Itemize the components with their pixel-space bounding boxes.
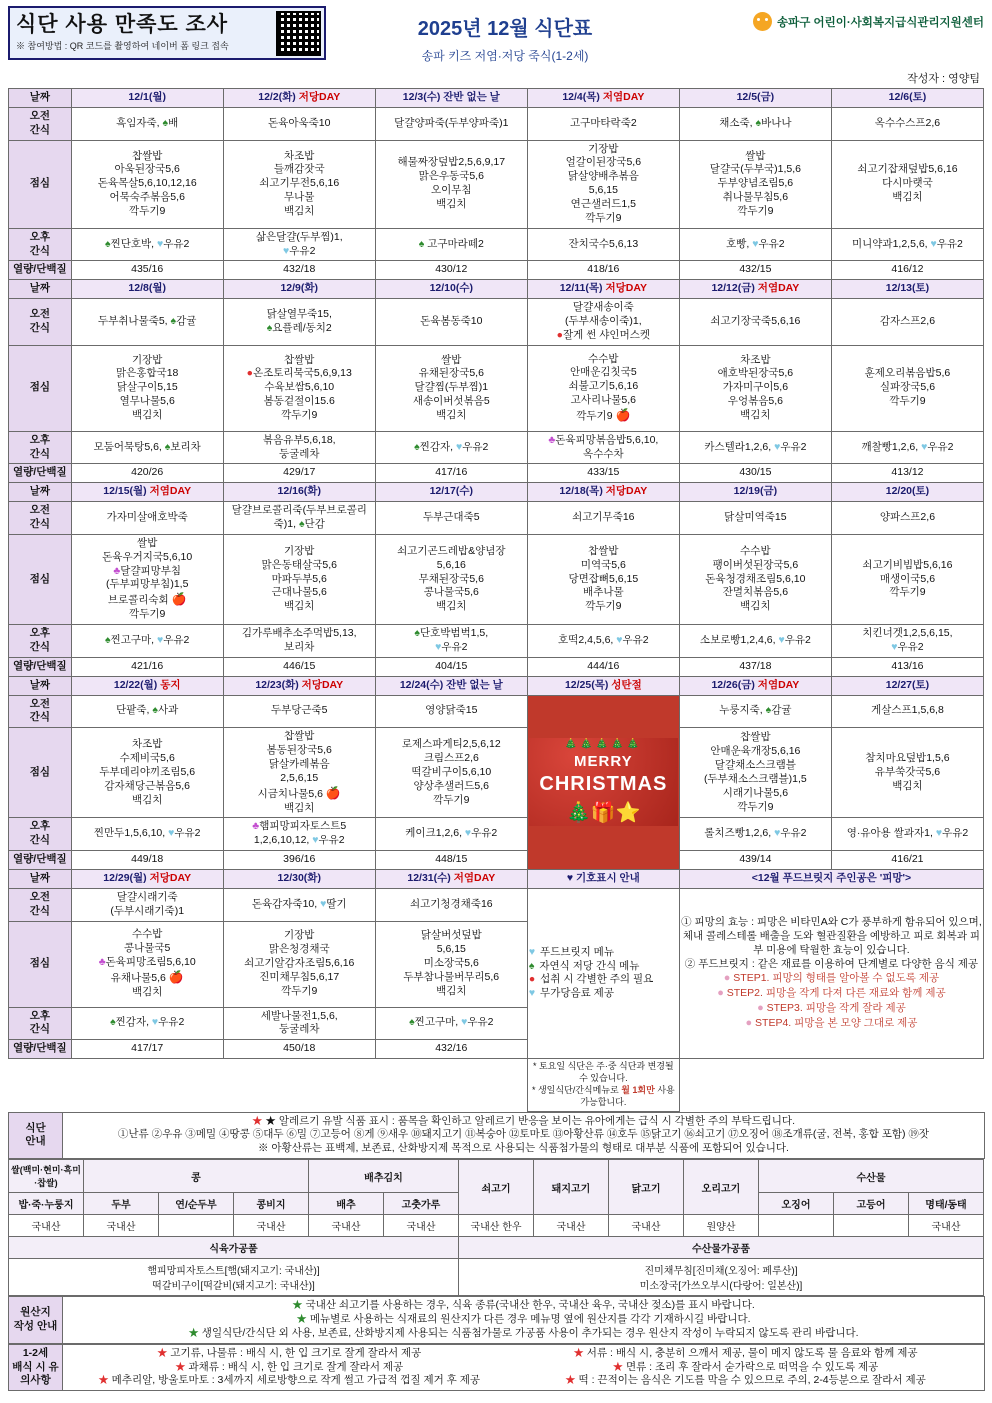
row-label-kcal: 열량/단백질	[9, 261, 72, 280]
origin-val-mackerel	[834, 1215, 909, 1237]
date-header-cell: 12/17(수)	[375, 483, 527, 502]
row-label-date: 날짜	[9, 483, 72, 502]
origin-notice-table	[8, 1296, 985, 1344]
leaf-icon: ♠	[528, 959, 535, 972]
origin-sub-tofu: 두부	[84, 1193, 159, 1215]
kcal-cell: 449/18	[71, 851, 223, 870]
date-header-cell: 12/31(수) 저염DAY	[375, 869, 527, 888]
serving-tips-body	[63, 1344, 985, 1391]
date-header-cell: 12/26(금) 저염DAY	[679, 676, 831, 695]
kcal-row	[9, 261, 984, 280]
lunch-cell: 로제스파게티2,5,6,12 크림스프2,6 떡갈비구이5,6,10 양상추샐러드5,6 깍두기9	[375, 728, 527, 818]
lunch-cell: 닭살버섯덮밥 5,6,15 미소장국5,6 두부참나물버무리5,6 백김치	[375, 921, 527, 1007]
morning-snack-cell: 쇠고기장국죽5,6,16	[679, 299, 831, 346]
legend-item-label: 자연식 저당 간식 메뉴	[539, 959, 640, 972]
page-subtitle: 송파 키즈 저염·저당 죽식(1-2세)	[421, 49, 589, 63]
origin-val-tofu: 국내산	[84, 1215, 159, 1237]
date-row	[9, 483, 984, 502]
afternoon-snack-row	[9, 625, 984, 658]
lunch-cell: 찹쌀밥 미역국5,6 당면잡뼈5,6,15 배추나물 깍두기9	[527, 534, 679, 624]
kcal-cell: 404/15	[375, 657, 527, 676]
morning-snack-cell: 흑임자죽, ♠배	[71, 107, 223, 140]
foodbridge-paragraph: ② 푸드브릿지 : 같은 재료를 이용하여 단계별로 다양한 음식 제공	[684, 957, 979, 970]
row-label-morning-snack: 오전 간식	[9, 502, 72, 535]
date-header-cell: 12/6(토)	[831, 89, 983, 108]
lunch-cell: 훈제오리볶음밥5,6 실파장국5,6 깍두기9	[831, 345, 983, 431]
lunch-cell: 기장밥 맑은동태살국5,6 마파두부5,6 근대나물5,6 백김치	[223, 534, 375, 624]
serving-tip-line: ★ 과채류 : 배식 시, 한 입 크기로 잘게 잘라서 제공	[175, 1360, 404, 1373]
date-header-cell: 12/18(목) 저당DAY	[527, 483, 679, 502]
morning-snack-cell: 쇠고기무죽16	[527, 502, 679, 535]
row-label-date: 날짜	[9, 89, 72, 108]
date-header-cell: 12/3(수) 잔반 없는 날	[375, 89, 527, 108]
afternoon-snack-cell: ♠찐고구마, ♥우유2	[375, 1007, 527, 1040]
kcal-cell: 430/12	[375, 261, 527, 280]
heart-icon: ♥	[528, 987, 536, 1000]
date-header-cell: 12/9(화)	[223, 280, 375, 299]
row-label-afternoon-snack: 오후 간식	[9, 625, 72, 658]
lunch-cell: 찹쌀밥 아욱된장국5,6 돈육목살5,6,10,12,16 어묵숙주볶음5,6 깍두기9	[71, 140, 223, 228]
lunch-cell: 해물짜장덮밥2,5,6,9,17 맑은우동국5,6 오이무침 백김치	[375, 140, 527, 228]
lunch-row	[9, 140, 984, 228]
row-label-date: 날짜	[9, 280, 72, 299]
row-label-kcal: 열량/단백질	[9, 464, 72, 483]
organization-name: 송파구 어린이·사회복지급식관리지원센터	[777, 16, 984, 29]
lunch-cell: 쌀밥 유채된장국5,6 달걀찜(두부찜)1 새송이버섯볶음5 백김치	[375, 345, 527, 431]
origin-sub-cabbage: 배추	[309, 1193, 384, 1215]
afternoon-snack-cell: 깨찰빵1,2,6, ♥우유2	[831, 431, 983, 464]
origin-head-chicken: 닭고기	[609, 1160, 684, 1215]
origin-val-rice: 국내산	[9, 1215, 84, 1237]
morning-snack-row	[9, 107, 984, 140]
legend-item-label: 푸드브릿지 메뉴	[540, 945, 614, 958]
date-row	[9, 280, 984, 299]
morning-snack-cell: 달걀시래기죽 (두부시래기죽)1	[71, 888, 223, 921]
morning-snack-cell: 두부당근죽5	[223, 695, 375, 728]
survey-banner[interactable]	[8, 6, 326, 60]
afternoon-snack-cell: ♠찐감자, ♥우유2	[375, 431, 527, 464]
legend-item-label: 섭취 시 각별한 주의 필요	[540, 973, 654, 986]
morning-snack-cell: 달걀양파죽(두부양파죽)1	[375, 107, 527, 140]
afternoon-snack-row	[9, 228, 984, 261]
smiley-icon	[753, 12, 772, 31]
row-label-date: 날짜	[9, 869, 72, 888]
allergy-label: 식단 안내	[9, 1112, 63, 1159]
origin-notice-body	[63, 1297, 985, 1344]
kcal-row	[9, 464, 984, 483]
date-header-cell: 12/23(화) 저당DAY	[223, 676, 375, 695]
morning-snack-cell: 두부근대죽5	[375, 502, 527, 535]
kcal-cell: 439/14	[679, 851, 831, 870]
afternoon-snack-cell: 볶음유부5,6,18, 둥굴레차	[223, 431, 375, 464]
date-header-cell: 12/25(목) 성탄절	[527, 676, 679, 695]
origin-sub-kongbiji: 콩비지	[234, 1193, 309, 1215]
afternoon-snack-cell: 잔치국수5,6,13	[527, 228, 679, 261]
serving-tip-line: ★ 고기류, 나물류 : 배식 시, 한 입 크기로 잘게 잘라서 제공	[156, 1346, 422, 1359]
processed-head-meat: 식육가공품	[9, 1237, 459, 1259]
date-header-cell: 12/1(월)	[71, 89, 223, 108]
afternoon-snack-cell: 찐만두1,5,6,10, ♥우유2	[71, 818, 223, 851]
afternoon-snack-cell: 모둠어묵탕5,6, ♠보리차	[71, 431, 223, 464]
morning-snack-cell: 옥수수스프2,6	[831, 107, 983, 140]
afternoon-snack-cell: 카스텔라1,2,6, ♥우유2	[679, 431, 831, 464]
row-label-morning-snack: 오전 간식	[9, 888, 72, 921]
menu-table	[8, 88, 984, 1112]
kcal-cell: 396/16	[223, 851, 375, 870]
origin-val-pork: 국내산	[534, 1215, 609, 1237]
origin-notice-label: 원산지 작성 안내	[9, 1297, 63, 1344]
date-header-cell: 12/27(토)	[831, 676, 983, 695]
page-title: 2025년 12월 식단표	[417, 18, 593, 40]
date-header-cell: 12/20(토)	[831, 483, 983, 502]
date-header-cell: 12/24(수) 잔반 없는 날	[375, 676, 527, 695]
origin-head-duck: 오리고기	[684, 1160, 759, 1215]
kcal-cell: 413/16	[831, 657, 983, 676]
morning-snack-cell: 양파스프2,6	[831, 502, 983, 535]
origin-val-beef: 국내산 한우	[459, 1215, 534, 1237]
origin-sub-pollock: 명태/동태	[909, 1193, 984, 1215]
origin-sub-mackerel: 고등어	[834, 1193, 909, 1215]
serving-tip-line: ★ 면류 : 조리 후 잘라서 숟가락으로 떠먹을 수 있도록 제공	[612, 1360, 879, 1373]
lunch-cell: 찹쌀밥 안매운육개장5,6,16 달걀채소스크램블 (두부채소스크램블)1,5 시래기나물5,6 깍두기9	[679, 728, 831, 818]
legend-item	[529, 973, 678, 987]
qr-code-icon[interactable]	[276, 11, 321, 56]
afternoon-snack-cell: ♠찐단호박, ♥우유2	[71, 228, 223, 261]
survey-title: 식단 사용 만족도 조사	[16, 12, 229, 36]
origin-val-chicken: 국내산	[609, 1215, 684, 1237]
row-label-lunch: 점심	[9, 728, 72, 818]
processed-header-row	[9, 1237, 984, 1259]
date-header-cell: 12/2(화) 저당DAY	[223, 89, 375, 108]
document-header	[8, 6, 984, 68]
row-label-kcal: 열량/단백질	[9, 1040, 72, 1059]
origin-head-kimchi: 배추김치	[309, 1160, 459, 1193]
origin-value-row	[9, 1215, 984, 1237]
origin-head-pork: 돼지고기	[534, 1160, 609, 1215]
origin-val-softtofu	[159, 1215, 234, 1237]
afternoon-snack-cell: 미니약과1,2,5,6, ♥우유2	[831, 228, 983, 261]
processed-body-seafood: 진미채무침[진미채(오징어: 페루산)] 미소장국[가쓰오부시(다랑어: 일본산)]	[459, 1259, 984, 1296]
lunch-cell: 쇠고기잡채덮밥5,6,16 다시마랫국 백김치	[831, 140, 983, 228]
kcal-cell: 420/26	[71, 464, 223, 483]
origin-notice-line: ★ 국내산 쇠고기를 사용하는 경우, 식육 종류(국내산 한우, 국내산 육우, 국내산 젖소)를 표시 바랍니다.	[292, 1299, 755, 1312]
legend-item-label: 무가당음료 제공	[540, 987, 614, 1000]
morning-snack-cell: 돈육감자죽10, ♥딸기	[223, 888, 375, 921]
legend-item	[529, 987, 678, 1001]
date-header-cell: 12/12(금) 저염DAY	[679, 280, 831, 299]
origin-header-row	[9, 1160, 984, 1193]
lunch-cell: 수수밥 콩나물국5 ♣돈육피망조림5,6,10 유채나물5,6 🍎 백김치	[71, 921, 223, 1007]
lunch-cell: 수수밥 안매운김칫국5 쇠불고기5,6,16 고사리나물5,6 깍두기9 🍎	[527, 345, 679, 431]
morning-snack-cell: 쇠고기청경채죽16	[375, 888, 527, 921]
origin-head-bean: 콩	[84, 1160, 309, 1193]
allergy-body: ★ ★ 알레르기 유발 식품 표시 : 품목을 확인하고 알레르기 반응을 보이는 유아에게는 급식 시 각별한 주의 부탁드립니다. ①난류 ②우유 ③메밀 ④땅콩 ⑤대두 ⑥밀 ⑦고등어 ⑧게 ⑨새우 ⑩돼지고기 ⑪복숭아 ⑫토마토 ⑬아황산류 ⑭호두 ⑮닭고기 ⑯쇠고기 ⑰오징어 ⑱조개류(굴, 전복, 홍합 포함) ⑲잣 ※ 아황산류는 표백제, 보존료, 산화방지제 목적으로 사용되는 식품첨가물의 형태로 대부분 식품에 포함되어 있습니다.	[63, 1112, 985, 1159]
serving-tip-line: ★ 떡 : 끈적이는 음식은 기도를 막을 수 있으므로 주의, 2-4등분으로 잘라서 제공	[565, 1374, 926, 1387]
processed-body-meat: 햄피망피자토스트[햄(돼지고기: 국내산)] 떡갈비구이[떡갈비(돼지고기: 국내산)]	[9, 1259, 459, 1296]
row-label-afternoon-snack: 오후 간식	[9, 431, 72, 464]
morning-snack-cell: 돈육아욱죽10	[223, 107, 375, 140]
afternoon-snack-row	[9, 818, 984, 851]
morning-snack-cell: 닭살미역죽15	[679, 502, 831, 535]
foodbridge-header-cell: <12월 푸드브릿지 주인공은 '피망'>	[679, 869, 983, 888]
date-row	[9, 869, 984, 888]
date-row	[9, 89, 984, 108]
date-header-cell: 12/30(화)	[223, 869, 375, 888]
row-label-lunch: 점심	[9, 921, 72, 1007]
lunch-cell: 차조밥 애호박된장국5,6 가자미구이5,6 우엉볶음5,6 백김치	[679, 345, 831, 431]
kcal-cell: 432/15	[679, 261, 831, 280]
date-header-cell: 12/10(수)	[375, 280, 527, 299]
afternoon-snack-cell: 세발나물전1,5,6, 둥굴레차	[223, 1007, 375, 1040]
foodbridge-step: ● STEP4. 피망을 본 모양 그대로 제공	[745, 1017, 918, 1030]
kcal-cell: 430/15	[679, 464, 831, 483]
kcal-cell: 416/12	[831, 261, 983, 280]
origin-val-cabbage: 국내산	[309, 1215, 384, 1237]
foodbridge-paragraph: ① 피망의 효능 : 피망은 비타민A와 C가 풍부하게 함유되어 있으며, 체내 콜레스테롤 배출을 도와 혈관질환을 예방하고 피로 회복과 피부 미용에 탁월한 효능이 있습니다.	[681, 916, 982, 956]
afternoon-snack-cell: 호떡2,4,5,6, ♥우유2	[527, 625, 679, 658]
morning-snack-cell: 닭살열무죽15, ♠요플레/동치2	[223, 299, 375, 346]
row-label-lunch: 점심	[9, 345, 72, 431]
allergy-line2: ①난류 ②우유 ③메밀 ④땅콩 ⑤대두 ⑥밀 ⑦고등어 ⑧게 ⑨새우 ⑩돼지고기 ⑪복숭아 ⑫토마토 ⑬아황산류 ⑭호두 ⑮닭고기 ⑯쇠고기 ⑰오징어 ⑱조개류(굴, 전복, 홍합 포함) ⑲잣	[117, 1128, 930, 1141]
afternoon-snack-cell: ♠찐고구마, ♥우유2	[71, 625, 223, 658]
origin-sub-squid: 오징어	[759, 1193, 834, 1215]
kcal-cell: 433/15	[527, 464, 679, 483]
kcal-cell: 437/18	[679, 657, 831, 676]
title-block	[326, 6, 684, 64]
kcal-cell: 418/16	[527, 261, 679, 280]
morning-snack-cell: 고구마타락죽2	[527, 107, 679, 140]
date-header-cell: 12/19(금)	[679, 483, 831, 502]
kcal-row	[9, 851, 984, 870]
lunch-cell: 쇠고기곤드레밥&양념장 5,6,16 무채된장국5,6 콩나물국5,6 백김치	[375, 534, 527, 624]
afternoon-snack-cell: 호빵, ♥우유2	[679, 228, 831, 261]
kcal-cell: 444/16	[527, 657, 679, 676]
afternoon-snack-cell: 치킨너겟1,2,5,6,15, ♥우유2	[831, 625, 983, 658]
row-label-lunch: 점심	[9, 534, 72, 624]
allergy-notice-table	[8, 1112, 985, 1160]
allergy-line3: ※ 아황산류는 표백제, 보존료, 산화방지제 목적으로 사용되는 식품첨가물의 형태로 대부분 식품에 포함되어 있습니다.	[258, 1142, 789, 1155]
morning-snack-cell: 달걀브로콜리죽(두부브로콜리죽)1, ♠단감	[223, 502, 375, 535]
morning-snack-row	[9, 502, 984, 535]
afternoon-snack-cell: ♠ 고구마라떼2	[375, 228, 527, 261]
lunch-cell: 기장밥 얼갈이된장국5,6 닭살양배추볶음 5,6,15 연근샐러드1,5 깍두기9	[527, 140, 679, 228]
origin-sub-rice: 밥·죽·누룽지	[9, 1193, 84, 1215]
origin-head-beef: 쇠고기	[459, 1160, 534, 1215]
afternoon-snack-cell: 김가루배추소주먹밥5,13, 보리차	[223, 625, 375, 658]
afternoon-snack-cell: ♣햄피망피자토스트5 1,2,6,10,12, ♥우유2	[223, 818, 375, 851]
survey-instructions: ※ 참여방법 : QR 코드를 촬영하여 네이버 폼 링크 접속	[16, 41, 229, 52]
allergy-line1: ★ 알레르기 유발 식품 표시 : 품목을 확인하고 알레르기 반응을 보이는 유아에게는 급식 시 각별한 주의 부탁드립니다.	[265, 1114, 795, 1127]
lunch-cell: 찹쌀밥 봄동된장국5,6 닭살카레볶음 2,5,6,15 시금치나물5,6 🍎 백김치	[223, 728, 375, 818]
row-label-kcal: 열량/단백질	[9, 851, 72, 870]
spacer	[679, 1059, 983, 1112]
origin-val-squid	[759, 1215, 834, 1237]
row-label-morning-snack: 오전 간식	[9, 695, 72, 728]
spacer	[9, 1059, 528, 1112]
lunch-cell: 쌀밥 돈육우거지국5,6,10 ♣달걀피망부침 (두부피망부침)1,5 브로콜리숙회 🍎 깍두기9	[71, 534, 223, 624]
lunch-cell: 기장밥 맑은청경채국 쇠고기알감자조림5,6,16 진미채무침5,6,17 깍두기9	[223, 921, 375, 1007]
date-header-cell: 12/11(목) 저당DAY	[527, 280, 679, 299]
row-label-morning-snack: 오전 간식	[9, 107, 72, 140]
afternoon-snack-cell: 케이크1,2,6, ♥우유2	[375, 818, 527, 851]
morning-snack-cell: 두부취나물죽5, ♠감귤	[71, 299, 223, 346]
kcal-cell: 421/16	[71, 657, 223, 676]
morning-snack-cell: 가자미살애호박죽	[71, 502, 223, 535]
origin-val-pepperpowder: 국내산	[384, 1215, 459, 1237]
row-label-date: 날짜	[9, 676, 72, 695]
foodbridge-step: ● STEP3. 피망을 작게 잘라 제공	[757, 1002, 906, 1015]
kcal-row	[9, 657, 984, 676]
kcal-cell: 435/16	[71, 261, 223, 280]
kcal-cell: 432/16	[375, 1040, 527, 1059]
origin-table	[8, 1159, 984, 1296]
lunch-cell: 쇠고기비빔밥5,6,16 매생이국5,6 깍두기9	[831, 534, 983, 624]
origin-val-duck: 원양산	[684, 1215, 759, 1237]
date-header-cell: 12/16(화)	[223, 483, 375, 502]
origin-sub-softtofu: 연/순두부	[159, 1193, 234, 1215]
date-header-cell: 12/8(월)	[71, 280, 223, 299]
legend-item	[529, 960, 678, 974]
afternoon-snack-cell: ♣돈육피망볶음밥5,6,10, 옥수수차	[527, 431, 679, 464]
morning-snack-cell: 달걀새송이죽 (두부새송이죽)1, ●잘게 썬 샤인머스켓	[527, 299, 679, 346]
date-row	[9, 676, 984, 695]
morning-snack-row	[9, 695, 984, 728]
lunch-cell: 차조밥 수제비국5,6 두부데리야끼조림5,6 감자채당근볶음5,6 백김치	[71, 728, 223, 818]
legend-header-cell: ♥ 기호표시 안내	[527, 869, 679, 888]
morning-snack-row	[9, 888, 984, 921]
afternoon-snack-cell: 소보로빵1,2,4,6, ♥우유2	[679, 625, 831, 658]
lunch-cell: 쌀밥 달걀국(두부국)1,5,6 두부양념조림5,6 취나물무침5,6 깍두기9	[679, 140, 831, 228]
morning-snack-cell: 돈육봄동죽10	[375, 299, 527, 346]
date-header-cell: 12/22(월) 동지	[71, 676, 223, 695]
lunch-row	[9, 345, 984, 431]
morning-snack-cell: 누룽지죽, ♠감귤	[679, 695, 831, 728]
row-label-kcal: 열량/단백질	[9, 657, 72, 676]
kcal-cell: 429/17	[223, 464, 375, 483]
serving-tip-line: ★ 메추리알, 방울토마토 : 3세까지 세로방향으로 작게 썰고 가급적 껍질 제거 후 제공	[98, 1374, 481, 1387]
origin-notice-line: ★ 메뉴별로 사용하는 식재료의 원산지가 다른 경우 메뉴명 옆에 원산지를 각각 기재하시길 바랍니다.	[296, 1313, 751, 1326]
kcal-cell: 448/15	[375, 851, 527, 870]
lunch-row	[9, 534, 984, 624]
legend-item	[529, 946, 678, 960]
legend-box	[527, 888, 679, 1058]
christmas-illustration: 🎄🎄🎄🎄🎄 MERRY CHRISTMAS 🎄🎁⭐	[527, 695, 679, 869]
row-label-afternoon-snack: 오후 간식	[9, 818, 72, 851]
afternoon-snack-cell: 삶은달걀(두부찜)1, ♥우유2	[223, 228, 375, 261]
morning-snack-row	[9, 299, 984, 346]
afternoon-snack-row	[9, 431, 984, 464]
pepper-icon: ●	[757, 1002, 764, 1015]
processed-body-row	[9, 1259, 984, 1296]
date-header-cell: 12/29(월) 저당DAY	[71, 869, 223, 888]
lunch-row	[9, 728, 984, 818]
morning-snack-cell: 감자스프2,6	[831, 299, 983, 346]
lunch-cell: 수수밥 팽이버섯된장국5,6 돈육청경채조림5,6,10 잔멸치볶음5,6 백김치	[679, 534, 831, 624]
afternoon-snack-cell: 영·유아용 쌀과자1, ♥우유2	[831, 818, 983, 851]
foodbridge-step: ● STEP2. 피망을 작게 다져 다른 재료와 함께 제공	[717, 987, 946, 1000]
row-label-lunch: 점심	[9, 140, 72, 228]
origin-val-pollock: 국내산	[909, 1215, 984, 1237]
afternoon-snack-cell: ♠단호박범벅1,5, ♥우유2	[375, 625, 527, 658]
date-header-cell: 12/15(월) 저염DAY	[71, 483, 223, 502]
serving-tips-label: 1-2세 배식 시 유의사항	[9, 1344, 63, 1391]
kcal-cell: 413/12	[831, 464, 983, 483]
origin-notice-line: ★ 생일식단/간식단 외 사용, 보존료, 산화방지제 사용되는 식품첨가물로 가공품 사용이 추가되는 경우 원산지 작성이 누락되지 않도록 관리 바랍니다.	[188, 1326, 859, 1339]
lunch-cell: 차조밥 들깨감잣국 쇠고기무전5,6,16 무나물 백김치	[223, 140, 375, 228]
date-header-cell: 12/13(토)	[831, 280, 983, 299]
row-label-afternoon-snack: 오후 간식	[9, 228, 72, 261]
legend-note: * 토요일 식단은 주·중 식단과 변경될 수 있습니다. * 생일식단/간식메뉴로 월 1회만 사용 가능합니다.	[527, 1059, 679, 1112]
kcal-cell: 416/21	[831, 851, 983, 870]
foodbridge-step: ● STEP1. 피망의 형태를 알아볼 수 없도록 제공	[723, 972, 940, 985]
afternoon-snack-cell: ♠찐감자, ♥우유2	[71, 1007, 223, 1040]
lunch-cell: 찹쌀밥 ●온조토리묵국5,6,9,13 수육보쌈5,6,10 봄동겉절이15.6 깍두기9	[223, 345, 375, 431]
origin-head-seafood: 수산물	[759, 1160, 984, 1193]
legend-note-row	[9, 1059, 984, 1112]
heart-icon: ♥	[528, 945, 536, 958]
kcal-cell: 446/15	[223, 657, 375, 676]
origin-head-rice: 쌀(백미·현미·흑미·찹쌀)	[9, 1160, 84, 1193]
red-dot-icon: ●	[528, 973, 536, 986]
origin-sub-pepperpowder: 고춧가루	[384, 1193, 459, 1215]
pepper-icon: ●	[717, 987, 724, 1000]
foodbridge-box	[679, 888, 983, 1058]
morning-snack-cell: 영양닭죽15	[375, 695, 527, 728]
kcal-cell: 450/18	[223, 1040, 375, 1059]
author-line: 작성자 : 영양팀	[907, 73, 980, 85]
morning-snack-cell: 채소죽, ♠바나나	[679, 107, 831, 140]
row-label-afternoon-snack: 오후 간식	[9, 1007, 72, 1040]
lunch-cell: 기장밥 맑은홍합국18 닭살구이5,15 열무나물5,6 백김치	[71, 345, 223, 431]
morning-snack-cell: 게살스프1,5,6,8	[831, 695, 983, 728]
serving-tips-table	[8, 1344, 985, 1392]
organization-block	[684, 6, 984, 31]
kcal-cell: 432/18	[223, 261, 375, 280]
date-header-cell: 12/5(금)	[679, 89, 831, 108]
afternoon-snack-cell: 롤치즈빵1,2,6, ♥우유2	[679, 818, 831, 851]
kcal-cell: 417/17	[71, 1040, 223, 1059]
serving-tip-line: ★ 서류 : 배식 시, 충분히 으깨서 제공, 물이 메지 않도록 물 음료와 함께 제공	[573, 1346, 918, 1359]
lunch-cell: 참치마요덮밥1,5,6 유부쑥갓국5,6 백김치	[831, 728, 983, 818]
pepper-icon: ●	[745, 1017, 753, 1030]
row-label-morning-snack: 오전 간식	[9, 299, 72, 346]
pepper-icon: ●	[723, 972, 731, 985]
processed-head-seafood: 수산물가공품	[459, 1237, 984, 1259]
kcal-cell: 417/16	[375, 464, 527, 483]
morning-snack-cell: 단팥죽, ♠사과	[71, 695, 223, 728]
date-header-cell: 12/4(목) 저염DAY	[527, 89, 679, 108]
origin-val-kongbiji: 국내산	[234, 1215, 309, 1237]
